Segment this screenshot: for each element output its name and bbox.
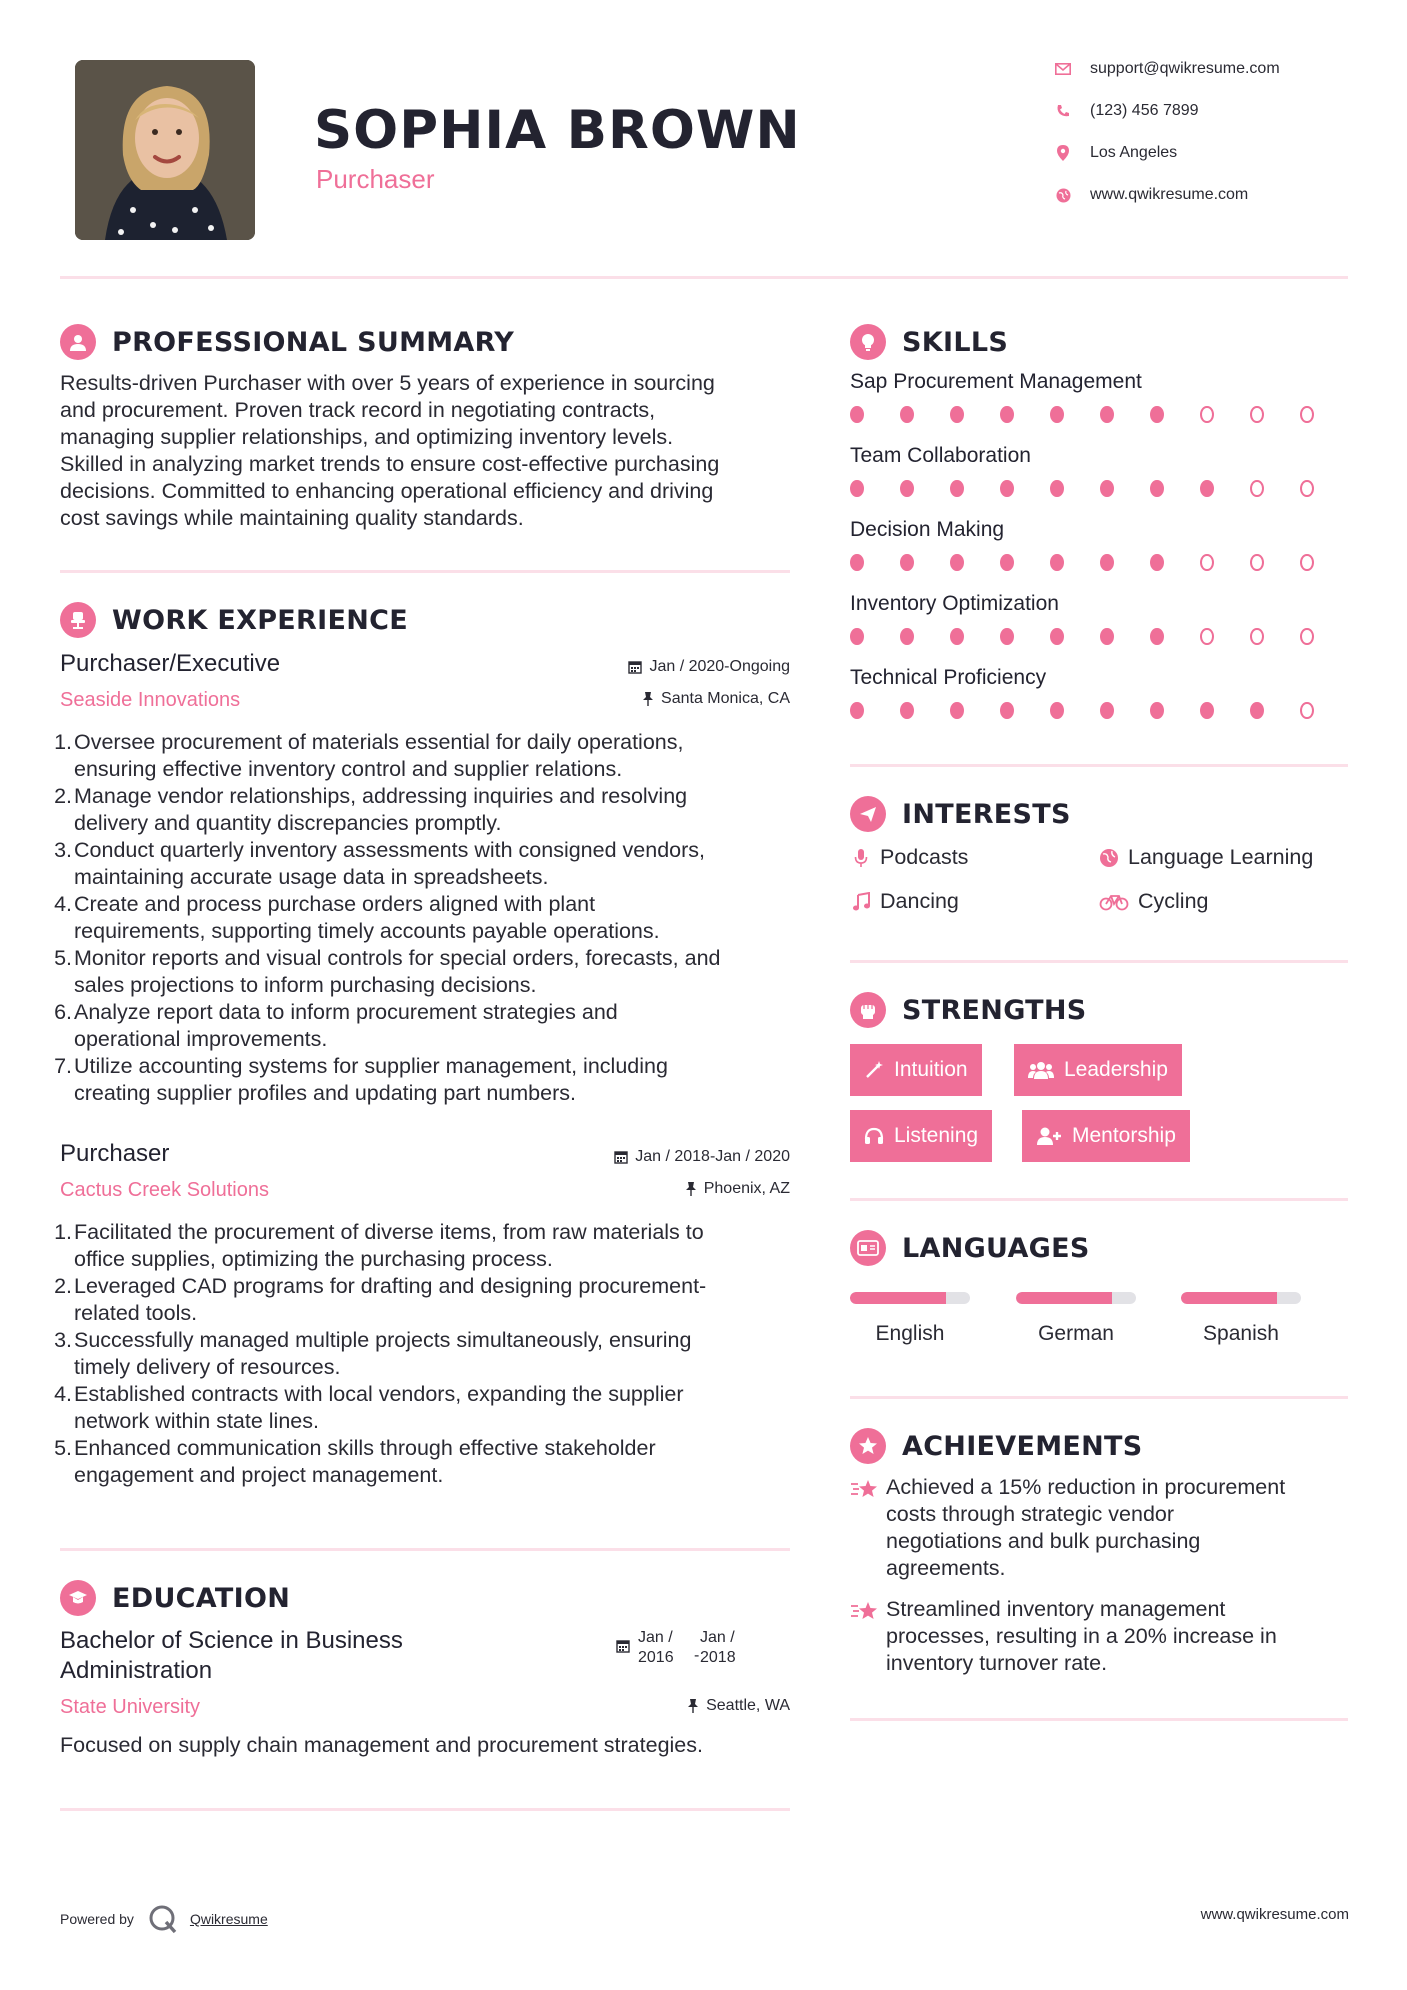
list-item: 5. Enhanced communication skills through effective stakeholder engagement and project management. [54,1436,656,1487]
phone-icon [1050,100,1076,122]
contact-email-text: support@qwikresume.com [1090,60,1280,77]
skill-dot-empty [1250,554,1264,571]
skill-dot-empty [1300,480,1314,497]
list-item: 4. Established contracts with local vendors, expanding the supplier network within state lines. [54,1382,684,1433]
language-level-bar [850,1292,970,1304]
candidate-name: SOPHIA BROWN [314,100,801,161]
profile-photo [75,60,255,240]
globe-icon [1050,184,1076,206]
skill-dot-filled [1100,702,1114,719]
bicycle-icon [1098,893,1130,911]
skill-dot-filled [850,554,864,571]
language-english: English [850,1292,970,1346]
skill-dot-filled [900,406,914,423]
skill-item [850,518,1350,592]
list-item: 2. Manage vendor relationships, addressing inquiries and resolving delivery and quantity discrepancies promptly. [54,784,688,835]
skill-dot-filled [850,480,864,497]
skill-dot-filled [900,480,914,497]
qwikresume-logo-icon [148,1904,178,1934]
summary-text: Results-driven Purchaser with over 5 years of experience in sourcing and procurement. Proven track record in negotiating contracts, managing supplier relationships, and optimizing inventory levels. Skilled in analyzing market trends to ensure cost-effective purchasing decisions. Committed to enhancing operational efficiency and driving cost savings while maintaining quality standards. [60,371,720,530]
language-level-fill [1016,1292,1112,1304]
fist-icon [850,992,886,1028]
skill-dot-filled [1150,702,1164,719]
interests-divider [850,960,1348,963]
interest-cycling: Cycling [1098,889,1209,914]
skill-dot-empty [1200,406,1214,423]
contact-location-text: Los Angeles [1090,144,1178,161]
summary-divider [60,570,790,573]
list-item: 1. Oversee procurement of materials essential for daily operations, ensuring effective inventory control and supplier relations. [54,730,684,781]
education-date: Jan / 2016 - Jan / 2018 [616,1628,750,1668]
skill-dot-empty [1200,554,1214,571]
skill-dot-filled [1000,628,1014,645]
language-level-fill [1181,1292,1277,1304]
job-title-2: Purchaser [60,1140,170,1167]
list-item: 7. Utilize accounting systems for supplier management, including creating supplier profiles and updating part numbers. [54,1054,668,1105]
list-item: 1. Facilitated the procurement of diverse items, from raw materials to office supplies, optimizing the purchasing process. [54,1220,704,1271]
skill-item [850,666,1350,740]
job-date-1: Jan / 2020-Ongoing [628,658,790,676]
skills-list [850,370,1350,740]
interest-language-learning: Language Learning [1098,845,1313,870]
company-2: Cactus Creek Solutions [60,1179,269,1201]
job-duties-2 [56,1219,796,1489]
achievement-item: Achieved a 15% reduction in procurement costs through strategic vendor negotiations and bulk purchasing agreements. [850,1474,1348,1582]
education-description: Focused on supply chain management and procurement strategies. [60,1733,703,1757]
skill-dot-filled [950,702,964,719]
skill-dot-filled [850,406,864,423]
languages-heading: LANGUAGES [850,1230,1090,1266]
skill-item [850,592,1350,666]
language-card-icon [850,1230,886,1266]
languages-divider [850,1396,1348,1399]
users-icon [1028,1060,1054,1080]
skill-dot-filled [950,554,964,571]
skill-dot-filled [1100,554,1114,571]
pushpin-icon [685,1182,697,1196]
skill-dot-filled [1050,406,1064,423]
skill-dot-filled [1000,702,1014,719]
strength-intuition: Intuition [850,1044,982,1096]
skill-dot-empty [1300,628,1314,645]
skill-rating [850,628,1350,645]
skill-dot-filled [900,702,914,719]
list-item: 3. Conduct quarterly inventory assessments with consigned vendors, maintaining accurate usage data in spreadsheets. [54,838,705,889]
job-location-1: Santa Monica, CA [642,690,790,708]
achievement-item: Streamlined inventory management processes, resulting in a 20% increase in inventory turnover rate. [850,1596,1348,1677]
calendar-icon [628,660,642,674]
skill-dot-filled [950,406,964,423]
pushpin-icon [642,692,654,706]
interest-podcasts: Podcasts [850,845,968,870]
interests-heading: INTERESTS [850,796,1071,832]
experience-heading: WORK EXPERIENCE [60,602,408,638]
calendar-icon [614,1150,628,1164]
skill-dot-filled [1150,406,1164,423]
skill-rating [850,480,1350,497]
location-pin-icon [1050,142,1076,164]
skill-dot-filled [950,628,964,645]
skill-dot-empty [1250,628,1264,645]
skill-dot-filled [1000,554,1014,571]
education-location: Seattle, WA [687,1697,790,1715]
skill-dot-filled [1050,628,1064,645]
skill-name: Technical Proficiency [850,666,1047,689]
skill-name: Team Collaboration [850,444,1031,467]
education-divider [60,1808,790,1811]
headphones-icon [864,1126,884,1146]
skill-name: Sap Procurement Management [850,370,1142,393]
skill-dot-filled [900,554,914,571]
office-chair-icon [60,602,96,638]
globe-icon [1098,848,1120,868]
achievements-divider [850,1718,1348,1721]
company-1: Seaside Innovations [60,689,241,711]
skill-dot-empty [1300,554,1314,571]
skill-dot-filled [1000,480,1014,497]
skill-item [850,370,1350,444]
job-date-2: Jan / 2018-Jan / 2020 [614,1148,790,1166]
skill-dot-filled [1050,480,1064,497]
skill-rating [850,406,1350,423]
shooting-star-icon [850,1598,886,1677]
skill-dot-filled [850,702,864,719]
skills-heading: SKILLS [850,324,1008,360]
contact-phone-text: (123) 456 7899 [1090,102,1199,119]
language-german: German [1016,1292,1136,1346]
skill-dot-filled [1000,406,1014,423]
language-spanish: Spanish [1181,1292,1301,1346]
language-level-bar [1181,1292,1301,1304]
star-badge-icon [850,1428,886,1464]
skill-name: Decision Making [850,518,1005,541]
skill-dot-filled [1150,628,1164,645]
skill-dot-filled [1200,702,1214,719]
strength-leadership: Leadership [1014,1044,1182,1096]
contact-phone[interactable] [1050,100,1199,122]
candidate-role: Purchaser [316,164,435,194]
contact-website[interactable] [1050,184,1248,206]
list-item: 4. Create and process purchase orders aligned with plant requirements, supporting timely accounts payable operations. [54,892,660,943]
music-note-icon [850,892,872,912]
shooting-star-icon [850,1476,886,1582]
language-level-bar [1016,1292,1136,1304]
user-icon [60,324,96,360]
calendar-icon [616,1639,630,1653]
skills-divider [850,764,1348,767]
list-item: 5. Monitor reports and visual controls for special orders, forecasts, and sales projections to inform purchasing decisions. [54,946,721,997]
skill-dot-filled [950,480,964,497]
microphone-icon [850,848,872,868]
skill-dot-empty [1250,480,1264,497]
job-title-1: Purchaser/Executive [60,650,281,677]
skill-dot-filled [1200,480,1214,497]
pushpin-icon [687,1699,699,1713]
skill-dot-filled [1150,480,1164,497]
strength-listening: Listening [850,1110,992,1162]
skill-dot-filled [1100,628,1114,645]
magic-wand-icon [864,1060,884,1080]
skill-dot-filled [1100,406,1114,423]
degree: Bachelor of Science in Business Administration [60,1627,403,1684]
achievements-heading: ACHIEVEMENTS [850,1428,1143,1464]
skill-name: Inventory Optimization [850,592,1059,615]
qwikresume-link[interactable]: Qwikresume [189,1911,268,1927]
strengths-heading: STRENGTHS [850,992,1087,1028]
skill-dot-empty [1250,406,1264,423]
skill-dot-filled [1250,702,1264,719]
language-level-fill [850,1292,946,1304]
job-duties-1 [56,729,796,1107]
contact-email[interactable] [1050,58,1280,80]
education-heading: EDUCATION [60,1580,290,1616]
skill-rating [850,702,1350,719]
skill-dot-empty [1300,406,1314,423]
experience-divider [60,1548,790,1551]
list-item: 3. Successfully managed multiple projects simultaneously, ensuring timely delivery of resources. [54,1328,692,1379]
skill-dot-filled [900,628,914,645]
lightbulb-icon [850,324,886,360]
list-item: 6. Analyze report data to inform procurement strategies and operational improvements. [54,1000,618,1051]
skill-dot-filled [1150,554,1164,571]
skill-dot-filled [850,628,864,645]
summary-heading: PROFESSIONAL SUMMARY [60,324,514,360]
skill-rating [850,554,1350,571]
graduation-icon [60,1580,96,1616]
skill-dot-filled [1100,480,1114,497]
skill-dot-filled [1050,702,1064,719]
mail-icon [1050,58,1076,80]
strengths-divider [850,1198,1348,1201]
user-plus-icon [1036,1126,1062,1146]
contact-website-text: www.qwikresume.com [1090,186,1249,203]
skill-dot-filled [1050,554,1064,571]
footer-powered-by: Powered by Qwikresume [60,1904,268,1934]
header-divider [60,276,1348,279]
school-name: State University [60,1696,201,1718]
interest-dancing: Dancing [850,889,959,914]
strength-mentorship: Mentorship [1022,1110,1190,1162]
skill-dot-empty [1200,628,1214,645]
job-location-2: Phoenix, AZ [685,1180,790,1198]
skill-item [850,444,1350,518]
contact-location [1050,142,1177,164]
skill-dot-empty [1300,702,1314,719]
paper-plane-icon [850,796,886,832]
footer-website[interactable]: www.qwikresume.com [1200,1906,1349,1923]
list-item: 2. Leveraged CAD programs for drafting and designing procurement- related tools. [54,1274,707,1325]
